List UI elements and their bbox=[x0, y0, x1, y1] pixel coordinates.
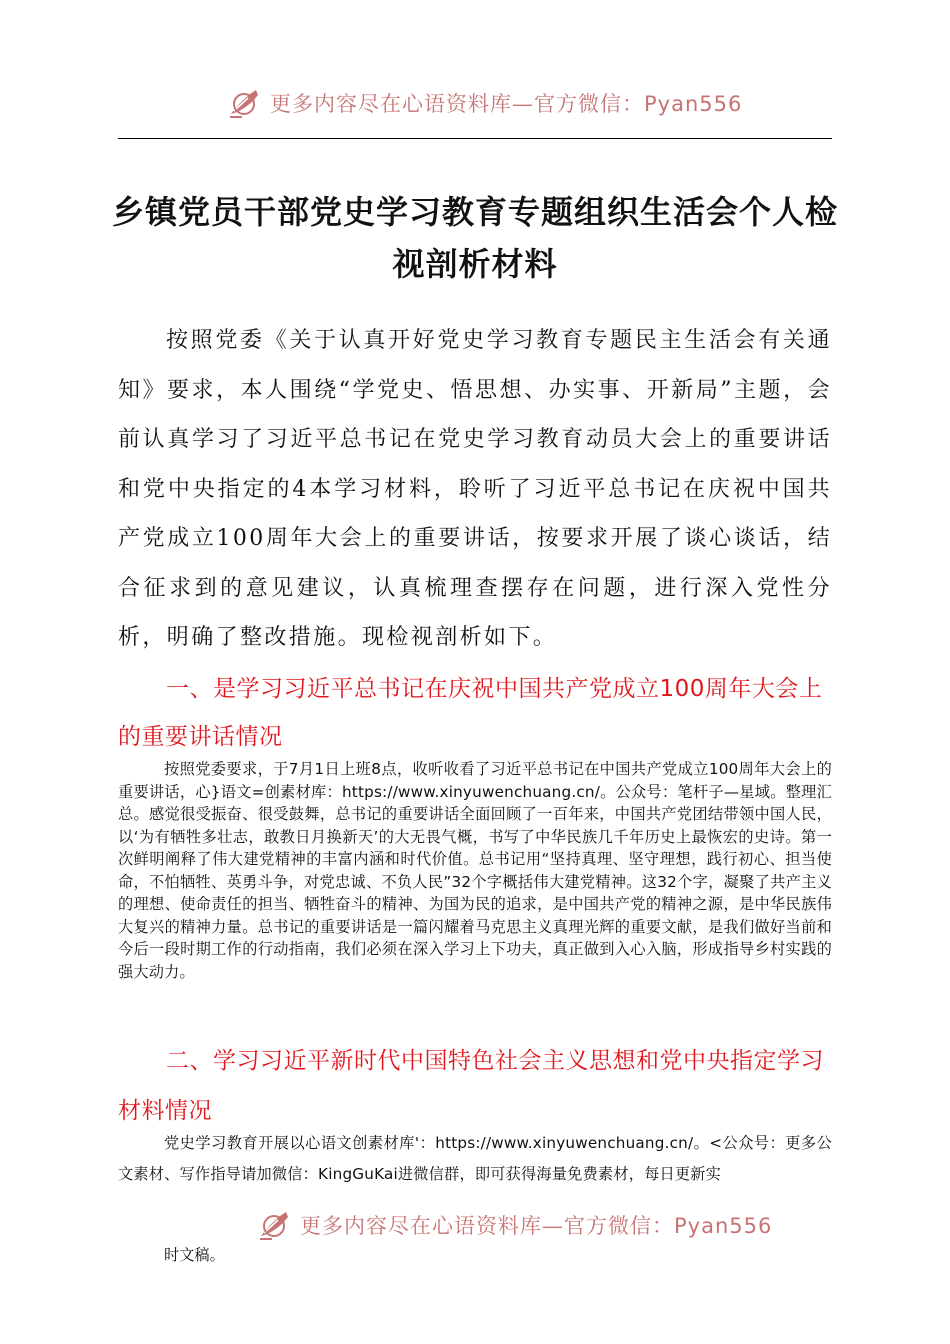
intro-paragraph: 按照党委《关于认真开好党史学习教育专题民主生活会有关通知》要求，本人围绕“学党史、悟思想、办实事、开新局”主题，会前认真学习了习近平总书记在党史学习教育动员大会上的重要讲话和党中央指定的4本学习材料，聆听了习近平总书记在庆祝中国共产党成立100周年大会上的重要讲话，按要求开展了谈心谈话，结合征求到的意见建议，认真梳理查摆存在问题，进行深入党性分析，明确了整改措施。现检视剖析如下。 bbox=[118, 328, 832, 650]
footer-watermark-banner bbox=[258, 1208, 778, 1242]
pen-nib-logo-icon bbox=[228, 87, 264, 119]
header-divider bbox=[118, 138, 832, 139]
watermark-text: 更多内容尽在心语资料库—官方微信：Pyan556 bbox=[270, 92, 743, 116]
pen-nib-logo-icon bbox=[258, 1209, 294, 1241]
watermark-text: 更多内容尽在心语资料库—官方微信：Pyan556 bbox=[300, 1214, 773, 1238]
wechat-id: Pyan556 bbox=[644, 92, 743, 116]
section-1-heading: 一、是学习习近平总书记在庆祝中国共产党成立100周年大会上的重要讲话情况 bbox=[118, 676, 823, 750]
section-2-body-continued: 时文稿。 bbox=[164, 1246, 225, 1264]
section-2-body: 党史学习教育开展以心语文创素材库'：https://www.xinyuwenchuang.cn/。<公众号：更多公文素材、写作指导请加微信：KingGuKai进微信群，即可获得海量免费素材，每日更新实 bbox=[118, 1134, 832, 1183]
wechat-id: Pyan556 bbox=[674, 1214, 773, 1238]
header-watermark-banner bbox=[228, 86, 748, 120]
section-2-heading: 二、学习习近平新时代中国特色社会主义思想和党中央指定学习材料情况 bbox=[118, 1048, 824, 1124]
section-1-body: 按照党委要求，于7月1日上班8点，收听收看了习近平总书记在中国共产党成立100周年大会上的重要讲话，心}语文=创素材库：https://www.xinyuwenchuang.cn/。公众号：笔杆子—星域。整理汇总。感觉很受振奋、很受鼓舞，总书记的重要讲话全面回顾了一百年来，中国共产党团结带领中国人民，以‘为有牺牲多壮志，敢教日月换新天’的大无畏气概，书写了中华民族几千年历史上最恢宏的史诗。第一次鲜明阐释了伟大建党精神的丰富内涵和时代价值。总书记用“坚持真理、坚守理想，践行初心、担当使命，不怕牺牲、英勇斗争，对党忠诚、不负人民”32个字概括伟大建党精神。这32个字，凝聚了共产主义的理想、使命责任的担当、牺牲奋斗的精神、为国为民的追求，是中国共产党的精神之源，是中华民族伟大复兴的精神力量。总书记的重要讲话是一篇闪耀着马克思主义真理光辉的重要文献，是我们做好当前和今后一段时期工作的行动指南，我们必须在深入学习上下功夫，真正做到入心入脑，形成指导乡村实践的强大动力。 bbox=[118, 760, 832, 981]
document-title: 乡镇党员干部党史学习教育专题组织生活会个人检视剖析材料 bbox=[111, 193, 838, 283]
